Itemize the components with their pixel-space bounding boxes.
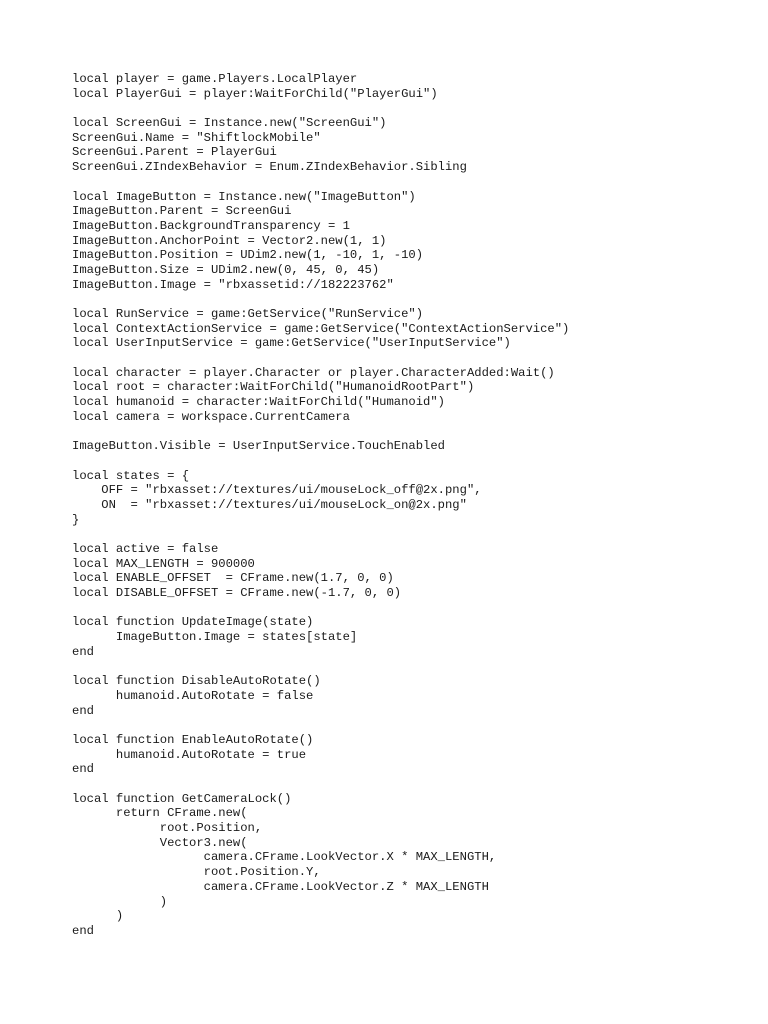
- code-line: humanoid.AutoRotate = false: [72, 688, 314, 703]
- code-line: [72, 527, 569, 542]
- code-line: ImageButton.AnchorPoint = Vector2.new(1, 1): [72, 233, 387, 248]
- code-line: ScreenGui.Parent = PlayerGui: [72, 145, 277, 160]
- code-line: camera.CFrame.LookVector.Z * MAX_LENGTH: [72, 879, 489, 894]
- code-line: local ENABLE_OFFSET = CFrame.new(1.7, 0, 0): [72, 571, 394, 586]
- code-line: local function GetCameraLock(): [72, 791, 292, 806]
- code-line: }: [72, 512, 80, 527]
- code-line: local ImageButton = Instance.new("ImageButton"): [72, 189, 416, 204]
- code-line: end: [72, 762, 94, 777]
- code-line: local MAX_LENGTH = 900000: [72, 556, 255, 571]
- code-line: end: [72, 644, 94, 659]
- code-line: [72, 292, 569, 307]
- code-line: ImageButton.Parent = ScreenGui: [72, 204, 292, 219]
- code-line: ImageButton.Position = UDim2.new(1, -10, 1, -10): [72, 248, 424, 263]
- code-line: camera.CFrame.LookVector.X * MAX_LENGTH,: [72, 850, 497, 865]
- code-line: root.Position.Y,: [72, 865, 321, 880]
- code-line: [72, 601, 569, 616]
- code-line: local function DisableAutoRotate(): [72, 674, 321, 689]
- code-line: [72, 660, 569, 675]
- code-line: ScreenGui.Name = "ShiftlockMobile": [72, 130, 321, 145]
- code-line: end: [72, 923, 94, 938]
- code-line: local player = game.Players.LocalPlayer: [72, 72, 358, 86]
- code-line: local ScreenGui = Instance.new("ScreenGui"): [72, 116, 387, 131]
- code-line: [72, 718, 569, 733]
- code-line: local function UpdateImage(state): [72, 615, 314, 630]
- code-line: local character = player.Character or player.CharacterAdded:Wait(): [72, 365, 555, 380]
- code-line: [72, 425, 569, 440]
- code-line: local DISABLE_OFFSET = CFrame.new(-1.7, 0, 0): [72, 586, 402, 601]
- code-line: [72, 454, 569, 469]
- code-line: Vector3.new(: [72, 835, 248, 850]
- code-line: end: [72, 703, 94, 718]
- code-line: local active = false: [72, 542, 219, 556]
- code-line: root.Position,: [72, 821, 263, 836]
- code-line: [72, 175, 569, 190]
- code-line: local ContextActionService = game:GetService("ContextActionService"): [72, 321, 570, 336]
- code-line: ScreenGui.ZIndexBehavior = Enum.ZIndexBehavior.Sibling: [72, 160, 467, 175]
- code-line: ImageButton.Image = states[state]: [72, 630, 358, 645]
- code-line: local UserInputService = game:GetService("UserInputService"): [72, 336, 511, 351]
- code-line: ImageButton.BackgroundTransparency = 1: [72, 218, 350, 233]
- code-line: [72, 351, 569, 366]
- code-line: ImageButton.Image = "rbxassetid://182223762": [72, 277, 394, 292]
- code-line: local root = character:WaitForChild("HumanoidRootPart"): [72, 380, 475, 395]
- code-line: ImageButton.Size = UDim2.new(0, 45, 0, 45): [72, 262, 380, 277]
- code-line: local camera = workspace.CurrentCamera: [72, 409, 350, 424]
- code-line: local humanoid = character:WaitForChild("Humanoid"): [72, 395, 445, 410]
- code-line: ): [72, 909, 124, 924]
- code-block: [72, 72, 569, 939]
- code-line: [72, 777, 569, 792]
- code-line: ON = "rbxasset://textures/ui/mouseLock_on@2x.png": [72, 497, 467, 512]
- code-line: return CFrame.new(: [72, 806, 248, 821]
- code-line: local function EnableAutoRotate(): [72, 732, 314, 747]
- code-line: [72, 101, 569, 116]
- code-line: local states = {: [72, 468, 190, 483]
- code-line: local PlayerGui = player:WaitForChild("PlayerGui"): [72, 86, 438, 101]
- code-line: ImageButton.Visible = UserInputService.TouchEnabled: [72, 439, 445, 454]
- code-line: local RunService = game:GetService("RunService"): [72, 307, 424, 321]
- code-line: humanoid.AutoRotate = true: [72, 747, 307, 762]
- code-line: ): [72, 894, 168, 909]
- code-line: OFF = "rbxasset://textures/ui/mouseLock_off@2x.png",: [72, 483, 482, 498]
